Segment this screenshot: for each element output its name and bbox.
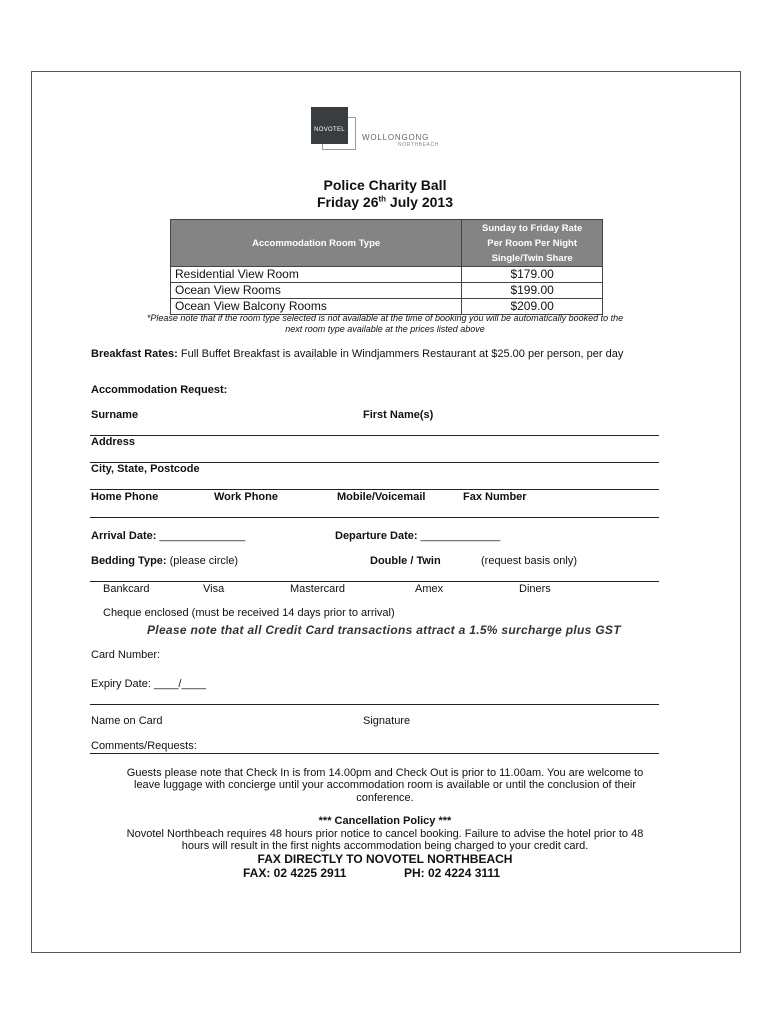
- departure-date[interactable]: Departure Date: _____________: [335, 530, 501, 542]
- event-date: Friday 26th July 2013: [317, 194, 453, 210]
- checkin-info-2: leave luggage with concierge until your accommodation room is available or until the conclusion of their: [134, 779, 636, 791]
- rates-table: [170, 219, 603, 315]
- table-note: *Please note that if the room type selected is not available at the time of booking you will be automatically booked to the: [146, 313, 624, 323]
- breakfast-rates: Breakfast Rates: Full Buffet Breakfast is available in Windjammers Restaurant at $25.00 per person, per day: [91, 348, 624, 360]
- first-names-label: First Name(s): [363, 409, 434, 421]
- bedding-type: Bedding Type: (please circle): [91, 555, 239, 567]
- divider: [90, 704, 659, 705]
- logo-brand: NOVOTEL: [314, 127, 345, 133]
- card-visa[interactable]: Visa: [203, 583, 225, 595]
- section-title: Accommodation Request:: [91, 384, 228, 396]
- phone-field[interactable]: [90, 517, 659, 518]
- table-row: Ocean View Rooms $199.00: [171, 283, 603, 299]
- bedding-basis: (request basis only): [481, 555, 577, 567]
- expiry-date[interactable]: Expiry Date: ____/____: [91, 678, 206, 690]
- novotel-logo: [311, 107, 348, 144]
- mobile-label: Mobile/Voicemail: [337, 491, 426, 503]
- signature-label: Signature: [363, 715, 411, 727]
- logo-sublocation: NORTHBEACH: [398, 142, 439, 148]
- home-phone-label: Home Phone: [91, 491, 159, 503]
- fax-label: Fax Number: [463, 491, 527, 503]
- bedding-options[interactable]: Double / Twin: [370, 555, 441, 567]
- comments-field[interactable]: [90, 753, 659, 754]
- card-mastercard[interactable]: Mastercard: [290, 583, 346, 595]
- card-amex[interactable]: Amex: [415, 583, 444, 595]
- col-rate: Sunday to Friday Rate Per Room Per Night Single/Twin Share: [462, 220, 603, 267]
- card-bankcard[interactable]: Bankcard: [103, 583, 150, 595]
- cheque-option[interactable]: Cheque enclosed (must be received 14 days prior to arrival): [103, 607, 395, 619]
- city-label: City, State, Postcode: [91, 463, 200, 475]
- comments-label: Comments/Requests:: [91, 740, 197, 752]
- cancellation-title: *** Cancellation Policy ***: [318, 815, 452, 827]
- city-field[interactable]: [90, 489, 659, 490]
- name-on-card-label: Name on Card: [91, 715, 163, 727]
- col-room-type: Accommodation Room Type: [171, 220, 462, 267]
- fax-title: FAX DIRECTLY TO NOVOTEL NORTHBEACH: [257, 852, 513, 866]
- address-label: Address: [91, 436, 136, 448]
- logo-location: WOLLONGONG: [362, 133, 430, 142]
- cancellation-text: Novotel Northbeach requires 48 hours prior notice to cancel booking. Failure to advise the hotel prior to 48: [126, 828, 644, 840]
- card-diners[interactable]: Diners: [519, 583, 551, 595]
- card-number-label: Card Number:: [91, 649, 161, 661]
- surcharge-note: Please note that all Credit Card transactions attract a 1.5% surcharge plus GST: [147, 623, 621, 637]
- phone-number: PH: 02 4224 3111: [404, 866, 501, 880]
- divider: [90, 581, 659, 582]
- table-note-2: next room type available at the prices listed above: [285, 324, 485, 334]
- arrival-date[interactable]: Arrival Date: ______________: [91, 530, 246, 542]
- checkin-info: Guests please note that Check In is from 14.00pm and Check Out is prior to 11.00am. You are welcome to: [126, 767, 644, 779]
- surname-field[interactable]: [90, 435, 659, 436]
- cancellation-text-2: hours will result in the first nights accommodation being charged to your credit card.: [181, 840, 589, 852]
- checkin-info-3: conference.: [356, 792, 414, 804]
- table-row: Ocean View Balcony Rooms $209.00: [171, 299, 603, 315]
- work-phone-label: Work Phone: [214, 491, 278, 503]
- fax-number: FAX: 02 4225 2911: [243, 866, 347, 880]
- surname-label: Surname: [91, 409, 139, 421]
- table-row: Residential View Room $179.00: [171, 267, 603, 283]
- event-title: Police Charity Ball: [323, 177, 447, 193]
